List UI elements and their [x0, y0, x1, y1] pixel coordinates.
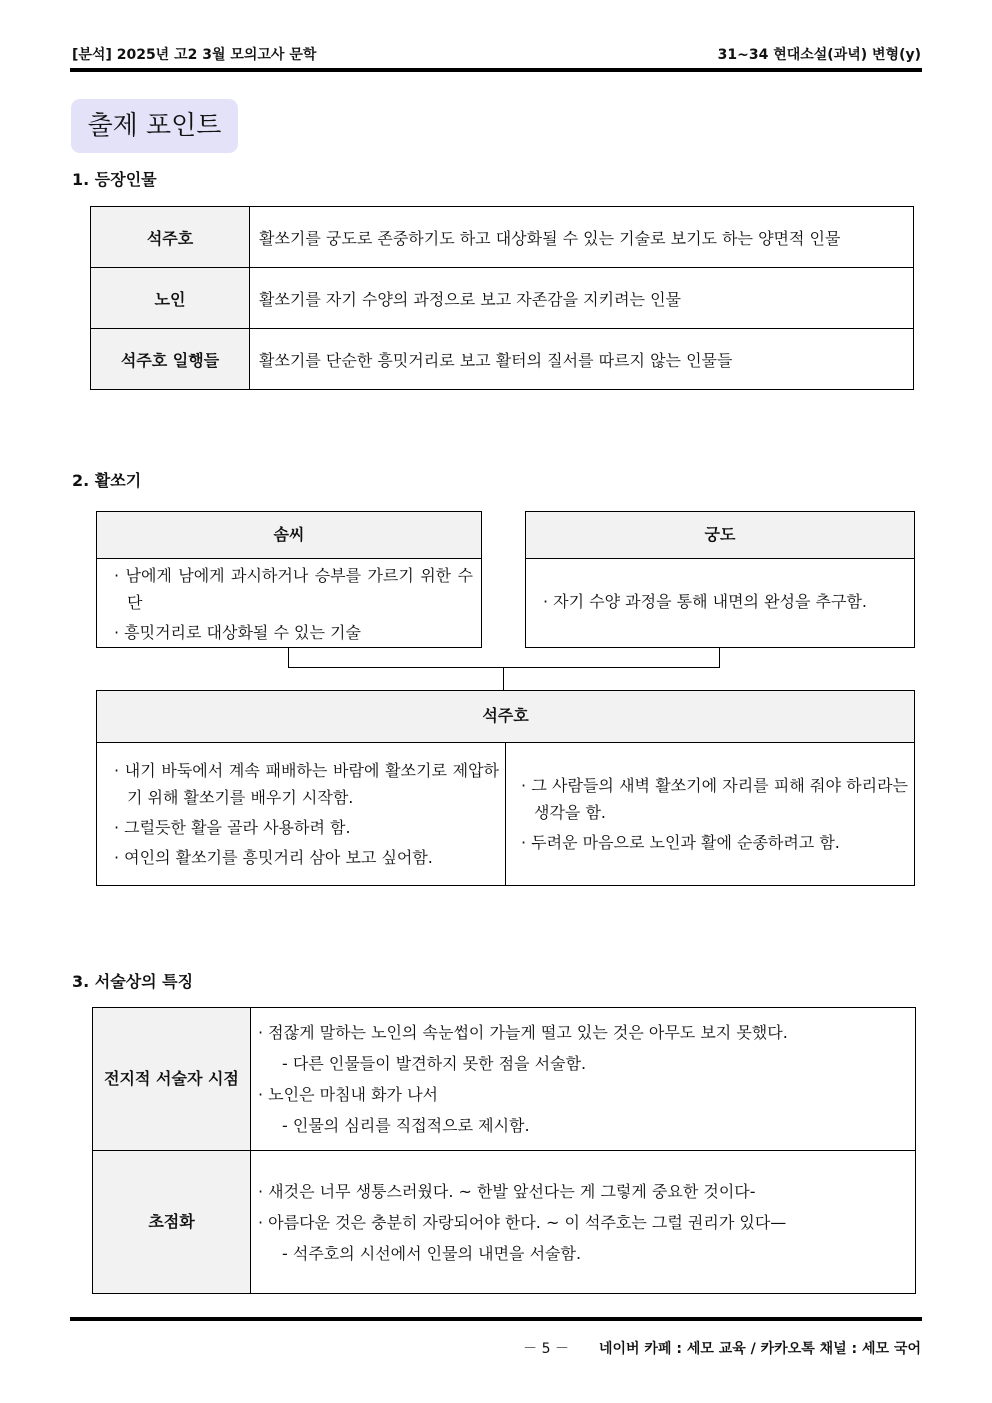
section2-title: 2. 활쏘기: [72, 471, 142, 490]
skill-box: [96, 511, 482, 648]
narration-label: 전지적 서술자 시점: [93, 1008, 251, 1151]
skill-box-list: [97, 559, 481, 646]
explanation-line: - 다른 인물들이 발견하지 못한 점을 서술함.: [282, 1054, 587, 1073]
narration-content: [251, 1151, 916, 1294]
quote-line: · 새것은 너무 생퉁스러웠다. ~ 한발 앞선다는 게 그렇게 중요한 것이다-: [258, 1181, 756, 1201]
header-right-title: 31~34 현대소설(과녁) 변형(y): [717, 47, 921, 63]
seokjuho-right-list: [512, 772, 908, 859]
section-badge: 출제 포인트: [71, 99, 238, 153]
characters-table: [90, 206, 914, 390]
seokjuho-box-title: 석주호: [97, 691, 914, 743]
quote-line: · 점잖게 말하는 노인의 속눈썹이 가늘게 떨고 있는 것은 아무도 보지 못했다.: [258, 1023, 788, 1042]
archery-way-box: [525, 511, 915, 648]
table-row: [91, 329, 914, 390]
list-item: · 여인의 활쏘기를 흥밋거리 삼아 보고 싶어함.: [114, 848, 433, 867]
explanation-line: - 석주호의 시선에서 인물의 내면을 서술함.: [282, 1243, 582, 1263]
connector-line: [503, 667, 504, 691]
seokjuho-left-list: [105, 757, 499, 874]
narration-label: 초점화: [93, 1151, 251, 1294]
table-row: [93, 1008, 916, 1151]
character-name: 노인: [91, 268, 250, 329]
list-item: · 흥밋거리로 대상화될 수 있는 기술: [114, 623, 361, 642]
header-left-title: [분석] 2025년 고2 3월 모의고사 문학: [72, 47, 317, 63]
list-item: · 남에게 남에게 과시하거나 승부를 가르기 위한 수단: [114, 566, 473, 612]
footer: [523, 1338, 921, 1358]
table-row: [93, 1151, 916, 1294]
connector-line: [719, 648, 720, 668]
archery-way-box-title: 궁도: [526, 512, 914, 559]
character-name: 석주호: [91, 207, 250, 268]
character-desc: 활쏘기를 단순한 흥밋거리로 보고 활터의 질서를 따르지 않는 인물들: [250, 329, 914, 390]
section3-title: 3. 서술상의 특징: [72, 972, 194, 991]
list-item: · 그 사람들의 새벽 활쏘기에 자리를 피해 줘야 하리라는 생각을 함.: [521, 776, 908, 822]
character-desc: 활쏘기를 궁도로 존중하기도 하고 대상화될 수 있는 기술로 보기도 하는 양면적 인물: [250, 207, 914, 268]
table-row: [91, 268, 914, 329]
seokjuho-box: [96, 690, 915, 886]
connector-line: [288, 667, 720, 668]
explanation-line: - 인물의 심리를 직접적으로 제시함.: [282, 1116, 530, 1135]
column-divider: [505, 742, 506, 886]
connector-line: [288, 648, 289, 668]
table-row: [91, 207, 914, 268]
footer-rule: [70, 1317, 922, 1321]
skill-box-title: 솜씨: [97, 512, 481, 559]
section1-title: 1. 등장인물: [72, 170, 157, 189]
header-rule: [70, 68, 922, 72]
character-name: 석주호 일행들: [91, 329, 250, 390]
list-item: · 그럴듯한 활을 골라 사용하려 함.: [114, 818, 351, 837]
quote-line: · 노인은 마침내 화가 나서: [258, 1085, 438, 1104]
list-item: · 내기 바둑에서 계속 패배하는 바람에 활쏘기로 제압하기 위해 활쏘기를 배우기 시작함.: [114, 761, 499, 807]
character-desc: 활쏘기를 자기 수양의 과정으로 보고 자존감을 지키려는 인물: [250, 268, 914, 329]
list-item: · 자기 수양 과정을 통해 내면의 완성을 추구함.: [543, 592, 867, 611]
quote-line: · 아름다운 것은 충분히 자랑되어야 한다. ~ 이 석주호는 그럴 권리가 있다—: [258, 1212, 787, 1232]
page-number: － 5 －: [523, 1341, 569, 1357]
archery-way-box-list: [526, 559, 914, 615]
footer-text: 네이버 카페 : 세모 교육 / 카카오톡 채널 : 세모 국어: [598, 1341, 921, 1357]
narration-table: [92, 1007, 916, 1294]
list-item: · 두려운 마음으로 노인과 활에 순종하려고 함.: [521, 833, 840, 852]
narration-content: [251, 1008, 916, 1151]
